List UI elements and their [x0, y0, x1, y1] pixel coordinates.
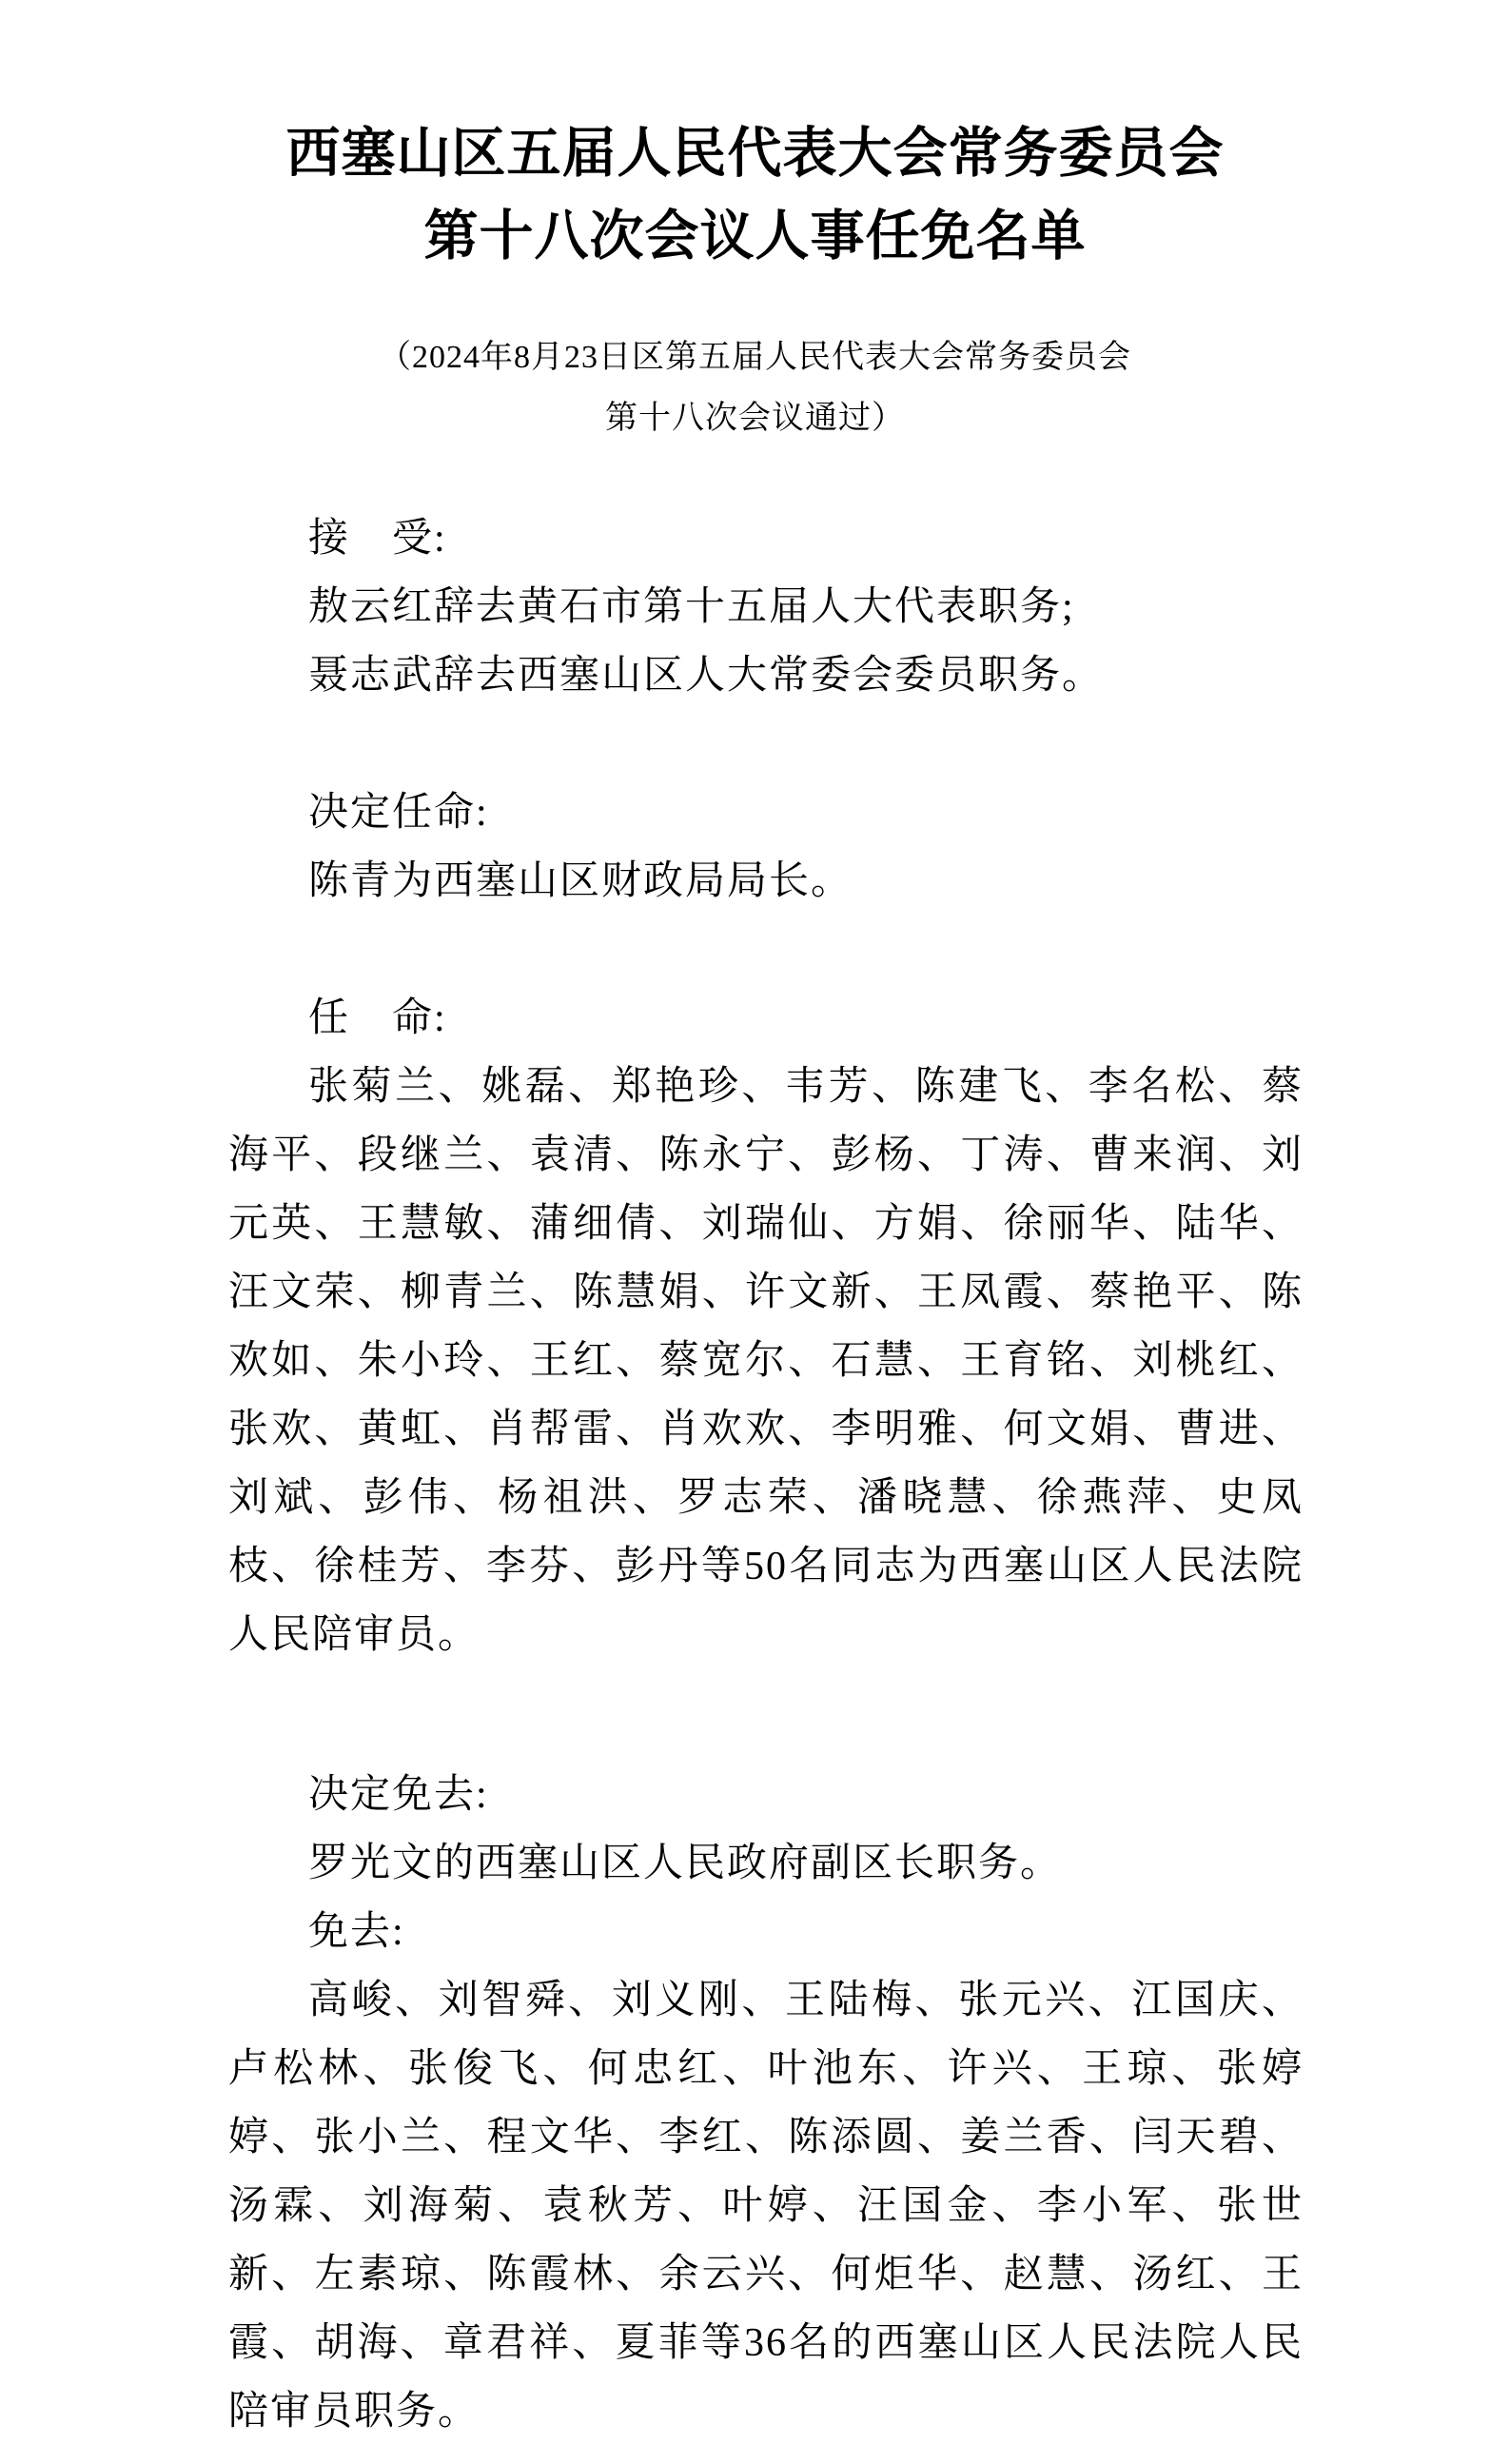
para-appointee-list: 张菊兰、姚磊、郑艳珍、韦芳、陈建飞、李名松、蔡海平、段继兰、袁清、陈永宁、彭杨、丁涛、曹来润、刘元英、王慧敏、蒲细倩、刘瑞仙、方娟、徐丽华、陆华、汪文荣、柳青兰、陈慧娟、许文新、王凤霞、蔡艳平、陈欢如、朱小玲、王红、蔡宽尔、石慧、王育铭、刘桃红、张欢、黄虹、肖帮雷、肖欢欢、李明雅、何文娟、曹进、刘斌、彭伟、杨祖洪、罗志荣、潘晓慧、徐燕萍、史凤枝、徐桂芳、李芬、彭丹等50名同志为西塞山区人民法院人民陪审员。 [228, 1065, 1304, 1657]
document-body [228, 504, 1304, 2446]
title-line-2: 第十八次会议人事任免名单 [423, 207, 1087, 266]
document-subtitle [0, 327, 1510, 449]
para-resignation-1: 敖云红辞去黄石市第十五届人大代表职务; [308, 585, 1075, 629]
subtitle-line-2: 第十八次会议通过） [605, 401, 905, 436]
heading-dismiss: 免去: [308, 1910, 405, 1954]
subtitle-line-1: （2024年8月23日区第五届人民代表大会常务委员会 [379, 340, 1131, 375]
para-appointment: 陈青为西塞山区财政局局长。 [308, 859, 853, 903]
para-resignation-2: 聂志武辞去西塞山区人大常委会委员职务。 [308, 654, 1105, 698]
title-line-1: 西塞山区五届人民代表大会常务委员会 [285, 124, 1225, 184]
heading-accept: 接 受: [308, 517, 447, 561]
para-dismissal: 罗光文的西塞山区人民政府副区长职务。 [308, 1842, 1063, 1885]
heading-appoint: 任 命: [308, 996, 447, 1040]
heading-decide-dismiss: 决定免去: [308, 1773, 489, 1817]
heading-decide-appoint: 决定任命: [308, 791, 489, 835]
para-dismissee-list: 高峻、刘智舜、刘义刚、王陆梅、张元兴、江国庆、卢松林、张俊飞、何忠红、叶池东、许兴、王琼、张婷婷、张小兰、程文华、李红、陈添圆、姜兰香、闫天碧、汤霖、刘海菊、袁秋芳、叶婷、汪国金、李小军、张世新、左素琼、陈霞林、余云兴、何炬华、赵慧、汤红、王霞、胡海、章君祥、夏菲等36名的西塞山区人民法院人民陪审员职务。 [228, 1979, 1304, 2434]
document-title [0, 0, 1510, 278]
